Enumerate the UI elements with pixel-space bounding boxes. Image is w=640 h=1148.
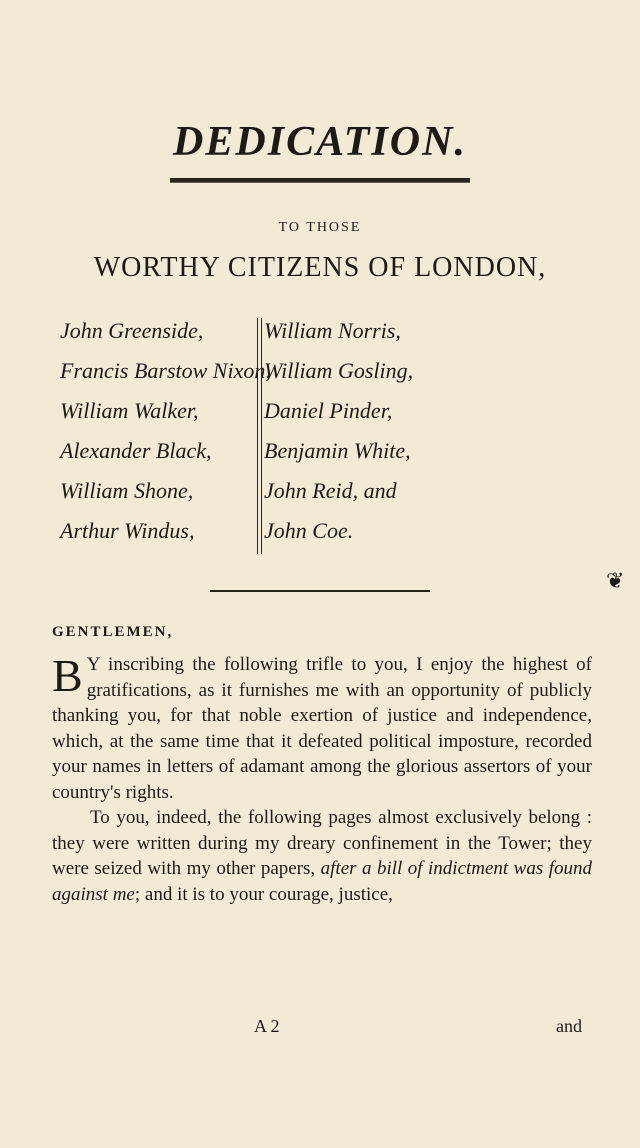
paragraph-text: To you, indeed, the following pages almost exclusively belong : they were written during my dreary confinement in the Tower; they were seized with my other papers,: [52, 807, 592, 879]
paragraph-text: Y inscribing the following trifle to you, I enjoy the highest of gratifications, as it furnishes me with an opportunity of publicly thanking you, for that noble exertion of justice and independence, which, at the same time that it defeated political imposture, recorded your names in letters of adamant among the glorious assertors of your country's rights.: [52, 654, 592, 803]
dedicatee-heading: WORTHY CITIZENS OF LONDON,: [93, 252, 547, 283]
drop-cap: B: [52, 650, 83, 701]
signature-mark: A 2: [254, 1016, 280, 1036]
name-entry: Benjamin White,: [264, 438, 411, 463]
to-those-line: TO THOSE: [278, 220, 362, 235]
italic-phrase: after a bill of indictment was found against me: [52, 858, 592, 905]
name-entry: William Gosling,: [264, 358, 414, 383]
names-left-column: [60, 318, 271, 558]
name-entry: Alexander Black,: [60, 438, 212, 463]
name-entry: Arthur Windus,: [60, 518, 195, 543]
catchword: and: [556, 1016, 582, 1036]
name-entry: William Walker,: [60, 398, 199, 423]
column-divider: [257, 318, 262, 554]
leaf-ornament-icon: ❦: [606, 568, 625, 593]
page-title: DEDICATION.: [173, 119, 467, 165]
name-entry: John Coe.: [264, 518, 354, 543]
name-entry: William Norris,: [264, 318, 401, 343]
name-entry: William Shone,: [60, 478, 194, 503]
body-text: [52, 652, 592, 907]
salutation: GENTLEMEN,: [52, 624, 174, 640]
name-entry: Francis Barstow Nixon,: [60, 358, 271, 383]
section-rule: [210, 590, 430, 592]
name-entry: John Greenside,: [60, 318, 204, 343]
name-entry: John Reid, and: [264, 478, 397, 503]
names-block: [60, 318, 560, 558]
paragraph: [52, 652, 592, 805]
title-rule: [170, 178, 470, 183]
paragraph-text: ; and it is to your courage, justice,: [134, 883, 393, 905]
paragraph: [52, 805, 592, 907]
names-right-column: [264, 318, 564, 558]
name-entry: Daniel Pinder,: [264, 398, 393, 423]
